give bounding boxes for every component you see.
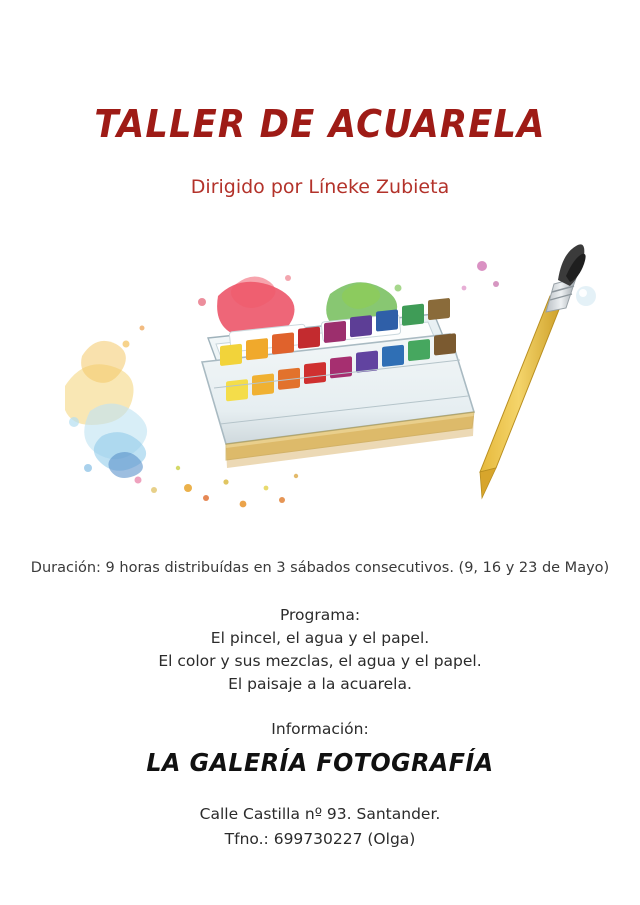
magenta-paint-spots <box>462 261 499 290</box>
paint-dots <box>176 466 298 508</box>
phone-line: Tfno.: 699730227 (Olga) <box>224 830 416 848</box>
info-label: Información: <box>271 720 369 738</box>
program-item-2: El color y sus mezclas, el agua y el papel. <box>158 652 482 670</box>
address-line: Calle Castilla nº 93. Santander. <box>199 805 441 823</box>
program-block <box>0 604 640 696</box>
page-subtitle: Dirigido por Líneke Zubieta <box>190 176 450 198</box>
program-item-3: El paisaje a la acuarela. <box>228 675 412 693</box>
watercolor-paint-set-and-brush-icon <box>30 236 610 536</box>
program-heading: Programa: <box>279 606 361 624</box>
paint-splatter-left <box>65 326 157 494</box>
venue-name: LA GALERÍA FOTOGRAFÍA <box>146 748 494 777</box>
duration-text: Duración: 9 horas distribuídas en 3 sábados consecutivos. (9, 16 y 23 de Mayo) <box>30 560 610 576</box>
page-title: TALLER DE ACUARELA <box>94 102 546 146</box>
contact-block <box>0 802 640 852</box>
program-item-1: El pincel, el agua y el papel. <box>210 629 430 647</box>
